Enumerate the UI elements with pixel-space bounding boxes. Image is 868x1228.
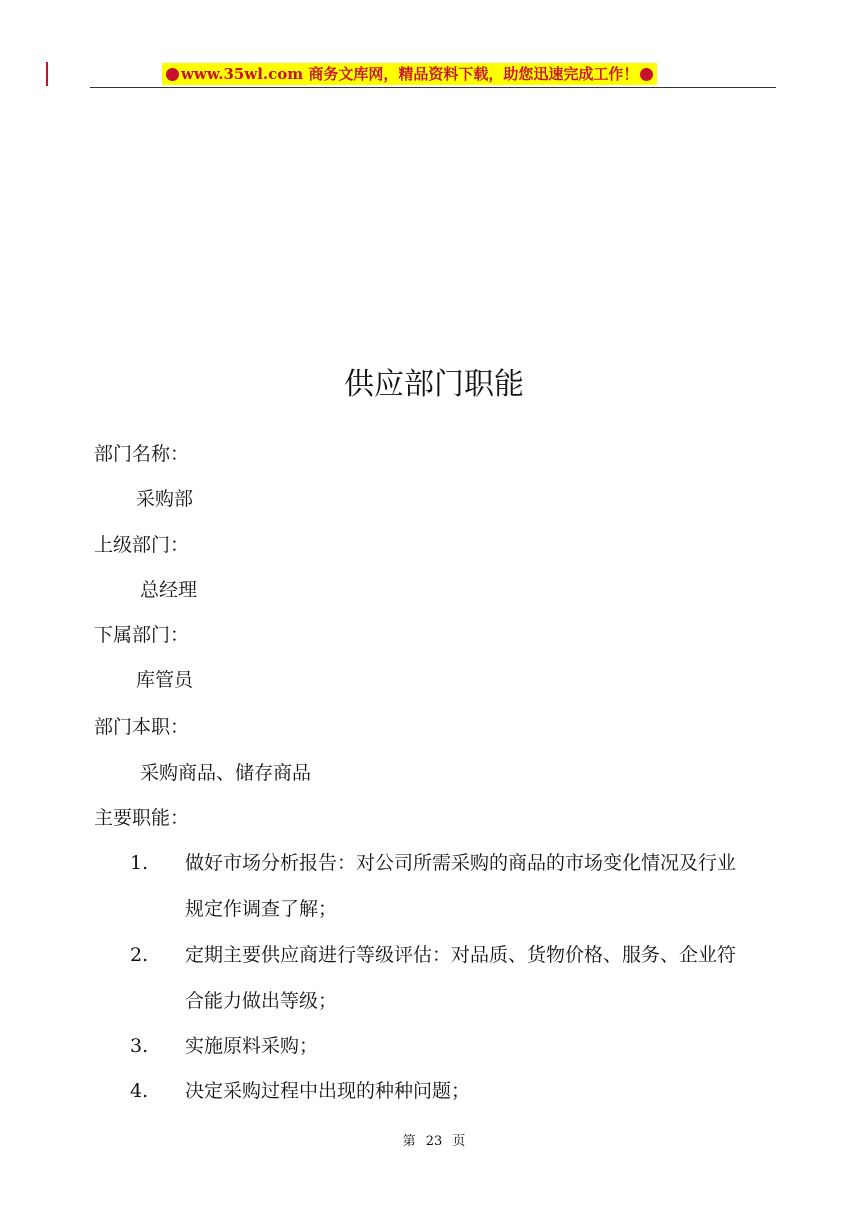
header-mark [46, 62, 48, 86]
dept-name-label: 部门名称： [94, 443, 190, 465]
header-banner[interactable] [162, 63, 657, 85]
header-rule [90, 87, 776, 88]
function-item-text: 决定采购过程中出现的种种问题； [185, 1080, 471, 1102]
superior-dept-label: 上级部门： [94, 534, 190, 556]
bullet-icon [166, 68, 179, 81]
function-item-text-continued: 规定作调查了解； [185, 898, 338, 920]
function-item-number: 2. [130, 944, 149, 966]
superior-dept-value: 总经理 [140, 579, 198, 601]
function-item-text: 做好市场分析报告：对公司所需采购的商品的市场变化情况及行业 [185, 852, 737, 874]
dept-duty-label: 部门本职： [94, 716, 190, 738]
main-functions-label: 主要职能： [94, 807, 190, 829]
document-title: 供应部门职能 [344, 367, 524, 402]
dept-duty-value: 采购商品、储存商品 [140, 762, 312, 784]
function-item-text-continued: 合能力做出等级； [185, 990, 338, 1012]
header-banner-text: www.35wl.com 商务文库网，精品资料下载，助您迅速完成工作！ [181, 65, 639, 83]
subordinate-dept-label: 下属部门： [94, 624, 190, 646]
function-item-number: 4. [130, 1080, 149, 1102]
function-item-text: 定期主要供应商进行等级评估：对品质、货物价格、服务、企业符 [185, 944, 737, 966]
bullet-icon [640, 68, 653, 81]
dept-name-value: 采购部 [136, 488, 194, 510]
subordinate-dept-value: 库管员 [136, 669, 194, 691]
function-item-number: 3. [130, 1035, 149, 1057]
page-number: 第 23 页 [402, 1134, 466, 1149]
function-item-number: 1. [130, 852, 149, 874]
function-item-text: 实施原料采购； [185, 1035, 319, 1057]
